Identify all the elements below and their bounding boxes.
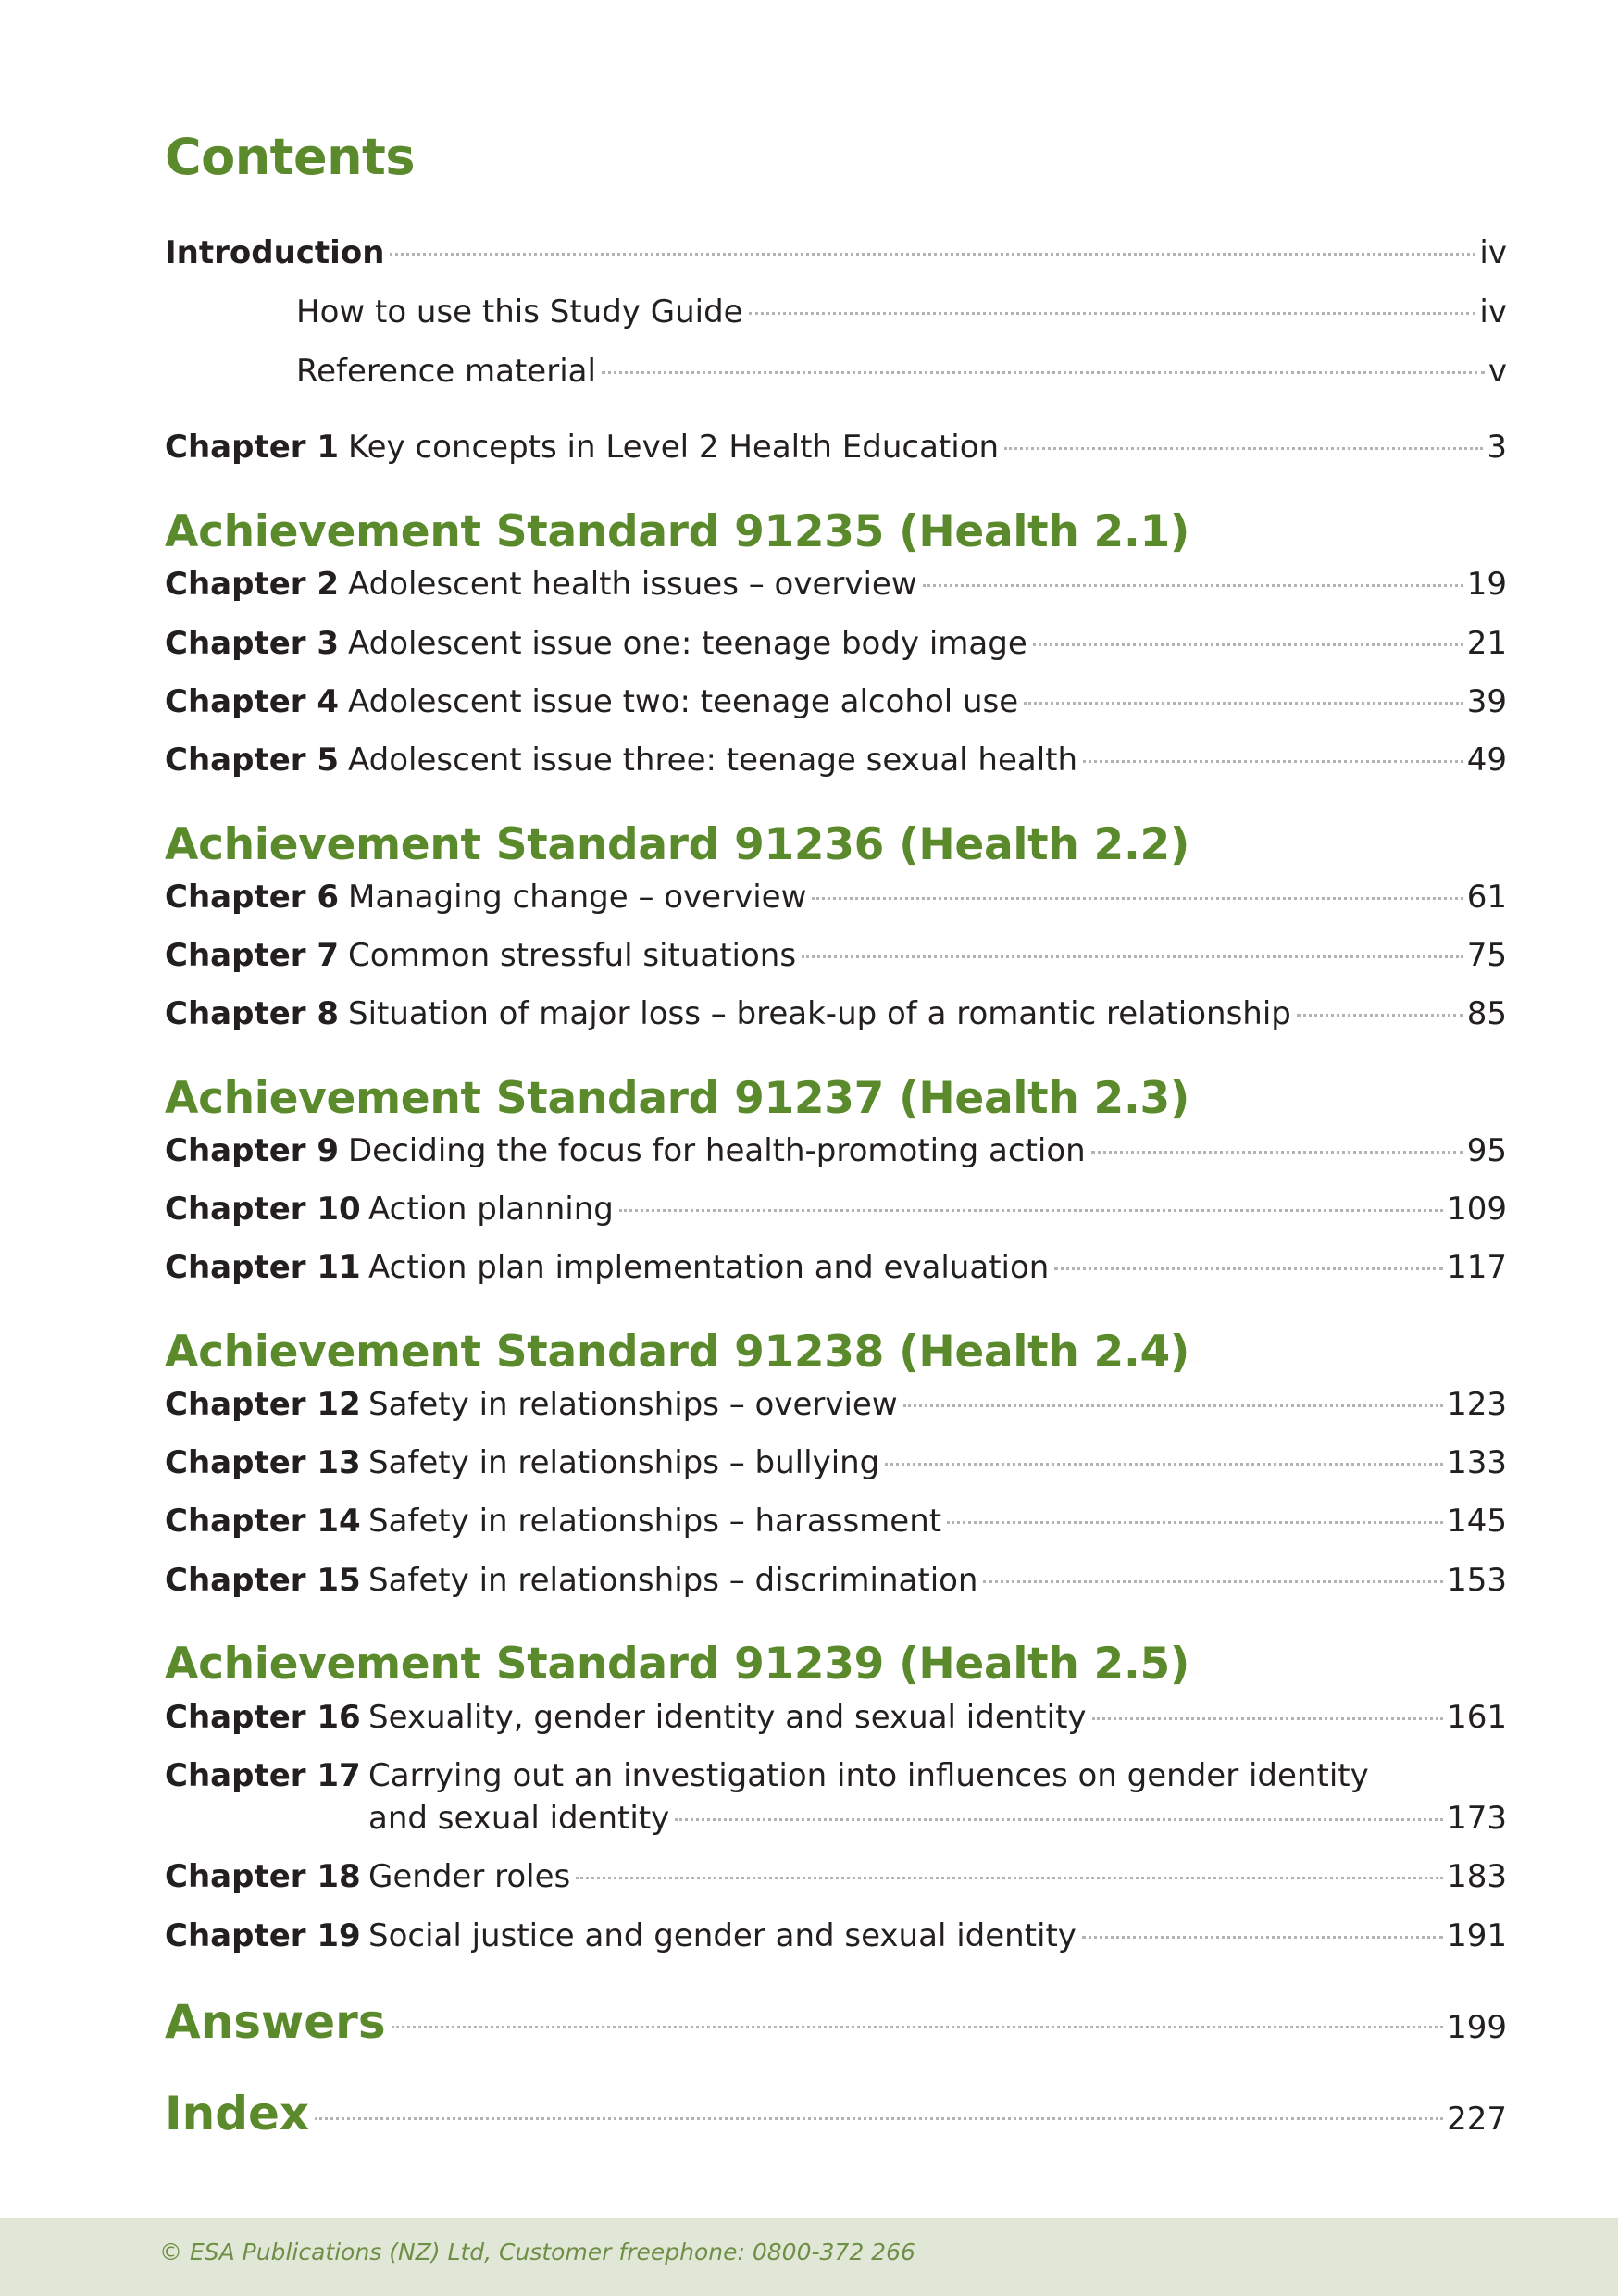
chapter-title: Common stressful situations (348, 937, 797, 974)
chapter-title: Adolescent issue two: teenage alcohol use (348, 683, 1019, 720)
page-number: 95 (1466, 1132, 1507, 1169)
page-number: 85 (1466, 995, 1507, 1032)
toc-entry-chapter[interactable] (165, 876, 1507, 918)
dot-leader (1297, 1014, 1463, 1017)
toc-entry-chapter[interactable] (165, 1754, 1507, 1840)
dot-leader (1082, 1936, 1443, 1939)
section-heading: Achievement Standard 91237 (Health 2.3) (165, 1073, 1190, 1124)
chapter-number: Chapter 11 (165, 1249, 361, 1286)
chapter-number: Chapter 9 (165, 1132, 340, 1169)
chapter-title: Social justice and gender and sexual identity (368, 1917, 1077, 1954)
chapter-title: Managing change – overview (348, 879, 807, 916)
entry-label: Introduction (165, 234, 385, 271)
section-heading: Achievement Standard 91238 (Health 2.4) (165, 1327, 1190, 1378)
page-number: 123 (1447, 1386, 1507, 1423)
dot-leader (390, 253, 1475, 256)
dot-leader (392, 2026, 1444, 2028)
page-number: 117 (1447, 1249, 1507, 1286)
toc-entry-chapter[interactable] (165, 992, 1507, 1035)
dot-leader (1033, 643, 1463, 646)
toc-entry-chapter[interactable] (165, 622, 1507, 665)
chapter-title: Safety in relationships – bullying (368, 1444, 880, 1481)
toc-entry-chapter[interactable] (165, 426, 1507, 468)
chapter-number: Chapter 3 (165, 625, 340, 662)
toc-entry-subitem[interactable] (165, 291, 1507, 333)
chapter-number: Chapter 4 (165, 683, 340, 720)
dot-leader (749, 312, 1476, 315)
entry-title: Reference material (296, 353, 596, 390)
footer (0, 2218, 1618, 2296)
entry-label: Index (165, 2087, 310, 2140)
page-number: v (1487, 353, 1507, 390)
chapter-number: Chapter 14 (165, 1503, 361, 1540)
page-number: 145 (1447, 1503, 1507, 1540)
dot-leader (675, 1818, 1443, 1821)
chapter-title: Adolescent health issues – overview (348, 566, 917, 603)
chapter-number: Chapter 15 (165, 1562, 361, 1599)
section-heading: Achievement Standard 91239 (Health 2.5) (165, 1639, 1190, 1690)
toc-entry-introduction[interactable] (165, 231, 1507, 274)
chapter-title: Action planning (368, 1191, 614, 1228)
chapter-title: Adolescent issue three: teenage sexual health (348, 742, 1078, 779)
copyright-text: © ESA Publications (NZ) Ltd, Customer freephone: 0800-372 266 (159, 2239, 915, 2265)
toc-entry-chapter[interactable] (165, 1696, 1507, 1739)
dot-leader (947, 1521, 1443, 1524)
chapter-title: Adolescent issue one: teenage body image (348, 625, 1027, 662)
page-number: 109 (1447, 1191, 1507, 1228)
toc-entry-chapter[interactable] (165, 680, 1507, 723)
chapter-number: Chapter 12 (165, 1386, 361, 1423)
page-number: 199 (1447, 2009, 1507, 2046)
chapter-number: Chapter 2 (165, 566, 340, 603)
chapter-number: Chapter 18 (165, 1858, 361, 1895)
chapter-number: Chapter 8 (165, 995, 340, 1032)
page-number: 39 (1466, 683, 1507, 720)
chapter-title: Situation of major loss – break-up of a romantic relationship (348, 995, 1291, 1032)
chapter-number: Chapter 10 (165, 1191, 361, 1228)
dot-leader (576, 1877, 1443, 1879)
page-number: 191 (1447, 1917, 1507, 1954)
page-number: 75 (1466, 937, 1507, 974)
toc-entry-chapter[interactable] (165, 1915, 1507, 1957)
chapter-title: Deciding the focus for health-promoting action (348, 1132, 1086, 1169)
toc-entry-subitem[interactable] (165, 350, 1507, 393)
page-number: 173 (1447, 1800, 1507, 1837)
page-number: 133 (1447, 1444, 1507, 1481)
chapter-title: Sexuality, gender identity and sexual identity (368, 1699, 1087, 1736)
dot-leader (1004, 447, 1483, 450)
section-heading: Achievement Standard 91235 (Health 2.1) (165, 506, 1190, 557)
page-number: 183 (1447, 1858, 1507, 1895)
chapter-title: Gender roles (368, 1858, 571, 1895)
page-number: iv (1479, 293, 1507, 331)
chapter-number: Chapter 19 (165, 1917, 361, 1954)
page-number: 49 (1466, 742, 1507, 779)
dot-leader (923, 584, 1463, 587)
entry-title: How to use this Study Guide (296, 293, 743, 331)
chapter-number: Chapter 1 (165, 429, 340, 466)
chapter-title: Carrying out an investigation into influences on gender identity (368, 1757, 1369, 1794)
chapter-title-continued: and sexual identity (368, 1800, 670, 1837)
page-number: 153 (1447, 1562, 1507, 1599)
chapter-title: Safety in relationships – harassment (368, 1503, 942, 1540)
toc-entry-chapter[interactable] (165, 563, 1507, 605)
toc-entry-chapter[interactable] (165, 1129, 1507, 1172)
dot-leader (619, 1209, 1443, 1212)
toc-entry-chapter[interactable] (165, 1246, 1507, 1289)
dot-leader (812, 897, 1462, 900)
dot-leader (885, 1463, 1443, 1466)
toc-entry-chapter[interactable] (165, 1500, 1507, 1542)
toc-entry-chapter[interactable] (165, 1855, 1507, 1898)
dot-leader (802, 955, 1463, 958)
chapter-number: Chapter 7 (165, 937, 340, 974)
page-number: 21 (1466, 625, 1507, 662)
page-number: 227 (1447, 2101, 1507, 2138)
chapter-title: Key concepts in Level 2 Health Education (348, 429, 1000, 466)
toc-entry-chapter[interactable] (165, 1559, 1507, 1602)
dot-leader (1091, 1151, 1463, 1154)
dot-leader (602, 371, 1485, 374)
chapter-number: Chapter 6 (165, 879, 340, 916)
chapter-number: Chapter 16 (165, 1699, 361, 1736)
dot-leader (1024, 702, 1463, 705)
chapter-title: Action plan implementation and evaluation (368, 1249, 1050, 1286)
toc-entry-chapter[interactable] (165, 1441, 1507, 1484)
chapter-number: Chapter 13 (165, 1444, 361, 1481)
entry-label: Answers (165, 1995, 386, 2049)
dot-leader (903, 1404, 1443, 1407)
page-number: 3 (1487, 429, 1507, 466)
chapter-title: Safety in relationships – overview (368, 1386, 898, 1423)
chapter-number: Chapter 17 (165, 1757, 361, 1794)
toc-entry-chapter[interactable] (165, 1383, 1507, 1426)
toc-entry-answers[interactable] (165, 1992, 1507, 2057)
toc-entry-index[interactable] (165, 2084, 1507, 2149)
page-number: 61 (1466, 879, 1507, 916)
dot-leader (983, 1580, 1443, 1583)
chapter-title: Safety in relationships – discrimination (368, 1562, 978, 1599)
page-number: 19 (1466, 566, 1507, 603)
dot-leader (1092, 1717, 1444, 1720)
chapter-number: Chapter 5 (165, 742, 340, 779)
toc-entry-chapter[interactable] (165, 934, 1507, 977)
toc-entry-chapter[interactable] (165, 1188, 1507, 1230)
page-number: iv (1479, 234, 1507, 271)
dot-leader (315, 2117, 1443, 2120)
dot-leader (1083, 760, 1463, 763)
toc-entry-chapter[interactable] (165, 739, 1507, 781)
dot-leader (1054, 1267, 1443, 1270)
page-number: 161 (1447, 1699, 1507, 1736)
section-heading: Achievement Standard 91236 (Health 2.2) (165, 819, 1190, 870)
page-title: Contents (165, 128, 416, 186)
